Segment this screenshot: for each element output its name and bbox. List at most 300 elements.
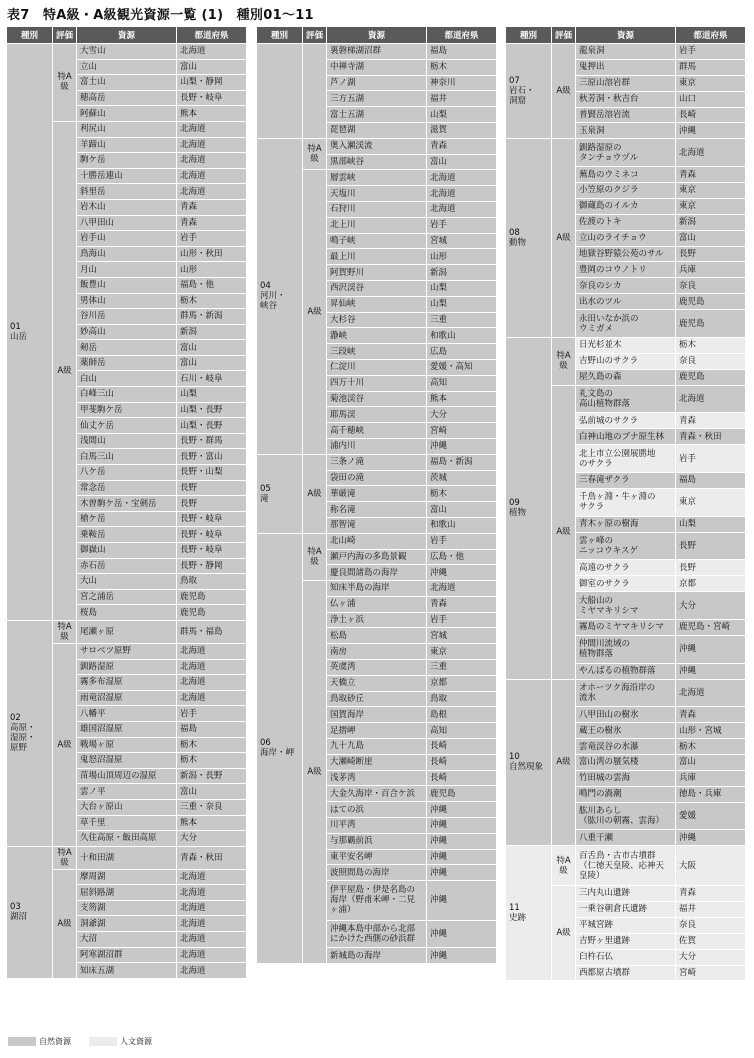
table-row (257, 138, 497, 154)
category-cell: 07 岩石・ 洞窟 (506, 44, 552, 139)
prefecture-name: 三重 (427, 660, 497, 676)
resource-name: 浄土ヶ浜 (327, 612, 427, 628)
resource-name: 昇仙峡 (327, 296, 427, 312)
prefecture-name: 高知 (427, 375, 497, 391)
table-row (506, 139, 746, 167)
prefecture-name: 北海道 (177, 963, 247, 979)
resource-name: 三方五湖 (327, 91, 427, 107)
resource-name: 日光杉並木 (576, 337, 676, 353)
legend-cultural: 人文資源 (89, 1036, 152, 1047)
resource-name: 甲斐駒ケ岳 (77, 402, 177, 418)
prefecture-name: 京都 (676, 576, 746, 592)
resource-name: 北上市立公園展勝地 のサクラ (576, 445, 676, 473)
resource-name: 四万十川 (327, 375, 427, 391)
resource-name: 岩手山 (77, 231, 177, 247)
grade-cell: A級 (552, 385, 576, 679)
table-header-row (7, 27, 247, 44)
resource-name: 新城島の海岸 (327, 948, 427, 964)
grade-cell: A級 (53, 869, 77, 978)
grade-cell: 特A級 (303, 533, 327, 580)
resource-name: 弘前城のサクラ (576, 413, 676, 429)
prefecture-name: 北海道 (427, 170, 497, 186)
resource-name: 浅茅湾 (327, 770, 427, 786)
resource-name: やんばるの植物群落 (576, 663, 676, 679)
prefecture-name: 山口 (676, 91, 746, 107)
resource-table (6, 26, 247, 979)
resource-name: 阿賀野川 (327, 265, 427, 281)
prefecture-name: 東京 (676, 75, 746, 91)
category-cell: 01 山岳 (7, 44, 53, 621)
category-cell (257, 44, 303, 139)
prefecture-name: 富山 (676, 230, 746, 246)
resource-name: 白神山地のブナ原生林 (576, 429, 676, 445)
prefecture-name: 高知 (427, 723, 497, 739)
prefecture-name: 福井 (676, 901, 746, 917)
prefecture-name: 奈良 (676, 353, 746, 369)
prefecture-name: 長崎 (427, 770, 497, 786)
prefecture-name: 大分 (427, 407, 497, 423)
prefecture-name: 山形・秋田 (177, 246, 247, 262)
resource-name: 臼杵石仏 (576, 949, 676, 965)
resource-name: 月山 (77, 262, 177, 278)
prefecture-name: 愛媛・高知 (427, 359, 497, 375)
category-cell: 05 滝 (257, 454, 303, 533)
resource-name: 赤石岳 (77, 558, 177, 574)
prefecture-name: 茨城 (427, 470, 497, 486)
resource-name: 吉野ヶ里遺跡 (576, 933, 676, 949)
resource-name: 与那覇前浜 (327, 833, 427, 849)
prefecture-name: 福井 (427, 91, 497, 107)
grade-cell: A級 (303, 454, 327, 533)
resource-name: 芦ノ湖 (327, 75, 427, 91)
prefecture-name: 北海道 (177, 184, 247, 200)
resource-table (256, 26, 497, 964)
prefecture-name: 山形 (177, 262, 247, 278)
resource-name: 天橋立 (327, 675, 427, 691)
resource-name: 豊岡のコウノトリ (576, 262, 676, 278)
resource-name: 釧路湿原 (77, 659, 177, 675)
category-cell: 04 河川・ 峡谷 (257, 138, 303, 454)
prefecture-name: 北海道 (177, 947, 247, 963)
grade-cell: A級 (53, 643, 77, 846)
header-resource: 資源 (576, 27, 676, 44)
header-resource: 資源 (327, 27, 427, 44)
prefecture-name: 青森 (177, 215, 247, 231)
resource-name: 鳥取砂丘 (327, 691, 427, 707)
resource-name: 駒ケ岳 (77, 153, 177, 169)
resource-name: 槍ケ岳 (77, 511, 177, 527)
grade-cell: A級 (303, 581, 327, 964)
resource-name: 耶馬渓 (327, 407, 427, 423)
resource-name: 国賀海岸 (327, 707, 427, 723)
prefecture-name: 奈良 (676, 917, 746, 933)
resource-name: 英虞湾 (327, 660, 427, 676)
prefecture-name: 北海道 (427, 201, 497, 217)
resource-name: 川平湾 (327, 818, 427, 834)
prefecture-name: 新潟 (177, 324, 247, 340)
resource-name: 摩周湖 (77, 869, 177, 885)
grade-cell (303, 44, 327, 139)
resource-name: 出水のツル (576, 294, 676, 310)
page-title: 表7 特A級・A級観光資源一覧 (1) 種別01～11 (7, 8, 314, 23)
prefecture-name: 沖縄 (676, 830, 746, 846)
prefecture-name: 群馬 (676, 59, 746, 75)
prefecture-name: 東京 (427, 644, 497, 660)
prefecture-name: 鹿児島 (676, 369, 746, 385)
resource-name: 伊平屋島・伊是名島の海岸（野甫米岬・二見ヶ浦） (327, 881, 427, 920)
prefecture-name: 鹿児島 (427, 786, 497, 802)
prefecture-name: 鹿児島 (676, 310, 746, 338)
resource-name: 苗場山頂周辺の湿原 (77, 768, 177, 784)
prefecture-name: 沖縄 (676, 635, 746, 663)
prefecture-name: 沖縄 (427, 920, 497, 948)
resource-name: 阿蘇山 (77, 106, 177, 122)
prefecture-name: 富山 (177, 340, 247, 356)
prefecture-name: 青森 (676, 167, 746, 183)
prefecture-name: 鹿児島・宮崎 (676, 619, 746, 635)
resource-name: 浅間山 (77, 433, 177, 449)
resource-name: 富山湾の蜃気楼 (576, 755, 676, 771)
resource-name: 地獄谷野猿公苑のサル (576, 246, 676, 262)
prefecture-name: 青森 (676, 707, 746, 723)
prefecture-name: 沖縄 (427, 865, 497, 881)
header-resource: 資源 (77, 27, 177, 44)
prefecture-name: 愛媛 (676, 802, 746, 830)
resource-name: 乗鞍岳 (77, 527, 177, 543)
table-column-3 (505, 26, 745, 981)
prefecture-name: 北海道 (676, 385, 746, 413)
prefecture-name: 岩手 (177, 706, 247, 722)
resource-name: 御嶽山 (77, 543, 177, 559)
table-row (506, 337, 746, 353)
prefecture-name: 岩手 (676, 445, 746, 473)
table-header-row (257, 27, 497, 44)
prefecture-name: 青森・秋田 (676, 429, 746, 445)
resource-name: 三春滝ザクラ (576, 473, 676, 489)
table-row (506, 846, 746, 886)
prefecture-name: 宮崎 (676, 965, 746, 981)
prefecture-name: 兵庫 (676, 770, 746, 786)
prefecture-name: 北海道 (676, 679, 746, 707)
prefecture-name: 栃木 (427, 59, 497, 75)
grade-cell: A級 (552, 886, 576, 981)
resource-name: 屋久島の森 (576, 369, 676, 385)
resource-name: 富士山 (77, 75, 177, 91)
grade-cell: 特A級 (53, 44, 77, 122)
resource-name: 釧路湿原の タンチョウヅル (576, 139, 676, 167)
prefecture-name: 沖縄 (427, 818, 497, 834)
prefecture-name: 岩手 (427, 217, 497, 233)
prefecture-name: 栃木 (676, 739, 746, 755)
table-row (257, 44, 497, 60)
resource-name: 大船山の ミヤマキリシマ (576, 592, 676, 620)
resource-name: はての浜 (327, 802, 427, 818)
prefecture-name: 長野・岐阜 (177, 90, 247, 106)
table-row (7, 846, 247, 869)
prefecture-name: 三重・奈良 (177, 799, 247, 815)
header-grade: 評価 (303, 27, 327, 44)
resource-name: 奥入瀬渓流 (327, 138, 427, 154)
resource-name: 大沼 (77, 932, 177, 948)
resource-name: 妙高山 (77, 324, 177, 340)
prefecture-name: 宮城 (427, 233, 497, 249)
resource-name: 鬼押出 (576, 59, 676, 75)
resource-name: 足摺岬 (327, 723, 427, 739)
prefecture-name: 佐賀 (676, 933, 746, 949)
resource-name: 御蔵島のイルカ (576, 198, 676, 214)
prefecture-name: 山形 (427, 249, 497, 265)
prefecture-name: 岩手 (427, 533, 497, 549)
prefecture-name: 山梨 (676, 516, 746, 532)
resource-name: 龍泉洞 (576, 44, 676, 60)
resource-name: 中禅寺湖 (327, 59, 427, 75)
grade-cell: A級 (552, 139, 576, 338)
resource-name: 石狩川 (327, 201, 427, 217)
prefecture-name: 沖縄 (427, 438, 497, 454)
prefecture-name: 北海道 (427, 186, 497, 202)
grade-cell: 特A級 (53, 846, 77, 869)
resource-name: 西都原古墳群 (576, 965, 676, 981)
prefecture-name: 山梨・長野 (177, 418, 247, 434)
resource-name: 大山 (77, 574, 177, 590)
prefecture-name: 長野・群馬 (177, 433, 247, 449)
legend-natural: 自然資源 (8, 1036, 71, 1047)
prefecture-name: 沖縄 (427, 881, 497, 920)
prefecture-name: 北海道 (676, 139, 746, 167)
resource-name: 阿寒湖沼群 (77, 947, 177, 963)
resource-name: 男体山 (77, 293, 177, 309)
prefecture-name: 長野・富山 (177, 449, 247, 465)
resource-name: 称名滝 (327, 502, 427, 518)
resource-name: 八ケ岳 (77, 465, 177, 481)
resource-name: 仁淀川 (327, 359, 427, 375)
grade-cell: 特A級 (552, 337, 576, 385)
prefecture-name: 山梨 (177, 387, 247, 403)
prefecture-name: 沖縄 (676, 123, 746, 139)
resource-name: 華厳滝 (327, 486, 427, 502)
resource-name: 洞爺湖 (77, 916, 177, 932)
resource-name: 富士五湖 (327, 107, 427, 123)
header-prefecture: 都道府県 (177, 27, 247, 44)
resource-name: 東平安名岬 (327, 849, 427, 865)
category-cell: 06 海岸・岬 (257, 533, 303, 963)
resource-name: 瀬戸内海の多島景観 (327, 549, 427, 565)
prefecture-name: 鹿児島 (676, 294, 746, 310)
prefecture-name: 富山 (177, 355, 247, 371)
resource-name: 宮之浦岳 (77, 589, 177, 605)
prefecture-name: 栃木 (177, 737, 247, 753)
prefecture-name: 富山 (676, 755, 746, 771)
resource-name: 千鳥ヶ淵・牛ヶ淵の サクラ (576, 488, 676, 516)
resource-name: 御室のサクラ (576, 576, 676, 592)
prefecture-name: 青森 (427, 138, 497, 154)
resource-name: 菊池渓谷 (327, 391, 427, 407)
category-cell: 11 史跡 (506, 846, 552, 981)
prefecture-name: 大分 (177, 831, 247, 847)
resource-name: 八幡平 (77, 706, 177, 722)
resource-name: 岩木山 (77, 199, 177, 215)
prefecture-name: 福島 (177, 721, 247, 737)
prefecture-name: 鹿児島 (177, 589, 247, 605)
prefecture-name: 沖縄 (427, 849, 497, 865)
grade-cell: A級 (552, 44, 576, 139)
prefecture-name: 長野・岐阜 (177, 527, 247, 543)
resource-name: 琵琶湖 (327, 122, 427, 138)
prefecture-name: 滋賀 (427, 122, 497, 138)
table-column-2 (256, 26, 496, 964)
resource-name: 斜里岳 (77, 184, 177, 200)
resource-name: 奈良のシカ (576, 278, 676, 294)
resource-name: 谷川岳 (77, 309, 177, 325)
header-type: 種別 (506, 27, 552, 44)
prefecture-name: 長野 (676, 246, 746, 262)
table-column-1 (6, 26, 246, 979)
prefecture-name: 福島 (427, 44, 497, 60)
resource-name: 八重干瀬 (576, 830, 676, 846)
prefecture-name: 青森 (676, 886, 746, 902)
header-prefecture: 都道府県 (427, 27, 497, 44)
resource-name: 那智滝 (327, 517, 427, 533)
prefecture-name: 北海道 (177, 121, 247, 137)
prefecture-name: 山梨 (427, 280, 497, 296)
resource-name: 吉野山のサクラ (576, 353, 676, 369)
prefecture-name: 宮崎 (427, 423, 497, 439)
prefecture-name: 長野・岐阜 (177, 511, 247, 527)
prefecture-name: 山梨 (427, 107, 497, 123)
prefecture-name: 長野 (177, 496, 247, 512)
prefecture-name: 長崎 (427, 739, 497, 755)
prefecture-name: 青森 (676, 413, 746, 429)
resource-name: 三段峡 (327, 344, 427, 360)
prefecture-name: 山形・宮城 (676, 723, 746, 739)
prefecture-name: 兵庫 (676, 262, 746, 278)
prefecture-name: 大阪 (676, 846, 746, 886)
resource-name: 大瀬崎断崖 (327, 754, 427, 770)
resource-name: 礼文島の 高山植物群落 (576, 385, 676, 413)
category-cell: 10 自然現象 (506, 679, 552, 846)
prefecture-name: 奈良 (676, 278, 746, 294)
resource-name: 瀞峡 (327, 328, 427, 344)
resource-name: 佐渡のトキ (576, 214, 676, 230)
prefecture-name: 北海道 (177, 900, 247, 916)
resource-name: 霧多布湿原 (77, 675, 177, 691)
resource-name: 南房 (327, 644, 427, 660)
grade-cell: A級 (552, 679, 576, 846)
prefecture-name: 福島・新潟 (427, 454, 497, 470)
prefecture-name: 北海道 (177, 643, 247, 659)
prefecture-name: 徳島・兵庫 (676, 786, 746, 802)
prefecture-name: 沖縄 (427, 948, 497, 964)
resource-name: 三原山溶岩群 (576, 75, 676, 91)
prefecture-name: 東京 (676, 198, 746, 214)
prefecture-name: 島根 (427, 707, 497, 723)
prefecture-name: 長野・山梨 (177, 465, 247, 481)
prefecture-name: 宮城 (427, 628, 497, 644)
prefecture-name: 熊本 (177, 815, 247, 831)
resource-name: 一乗谷朝倉氏遺跡 (576, 901, 676, 917)
resource-name: 天塩川 (327, 186, 427, 202)
prefecture-name: 富山 (177, 59, 247, 75)
resource-name: 穂高岳 (77, 90, 177, 106)
resource-name: 薬師岳 (77, 355, 177, 371)
resource-name: 仙丈ケ岳 (77, 418, 177, 434)
prefecture-name: 長野・静岡 (177, 558, 247, 574)
grade-cell: 特A級 (303, 138, 327, 170)
prefecture-name: 山梨・長野 (177, 402, 247, 418)
resource-table (505, 26, 746, 981)
resource-name: オホーツク海沿岸の 流氷 (576, 679, 676, 707)
prefecture-name: 広島 (427, 344, 497, 360)
prefecture-name: 富山 (427, 154, 497, 170)
grade-cell: A級 (53, 121, 77, 620)
resource-name: 蕪島のウミネコ (576, 167, 676, 183)
resource-name: 木曽駒ケ岳・宝剣岳 (77, 496, 177, 512)
prefecture-name: 山梨・静岡 (177, 75, 247, 91)
resource-name: 十勝岳連山 (77, 168, 177, 184)
resource-name: 北山崎 (327, 533, 427, 549)
resource-name: 雲ノ平 (77, 784, 177, 800)
prefecture-name: 三重 (427, 312, 497, 328)
prefecture-name: 鳥取 (427, 691, 497, 707)
prefecture-name: 福島 (676, 473, 746, 489)
header-type: 種別 (257, 27, 303, 44)
category-cell: 09 植物 (506, 337, 552, 679)
prefecture-name: 北海道 (177, 168, 247, 184)
resource-name: 慶良間諸島の海岸 (327, 565, 427, 581)
resource-name: 袋田の滝 (327, 470, 427, 486)
resource-name: 永田いなか浜の ウミガメ (576, 310, 676, 338)
resource-name: 層雲峡 (327, 170, 427, 186)
resource-name: 雨竜沼湿原 (77, 690, 177, 706)
header-grade: 評価 (53, 27, 77, 44)
resource-name: 黒部峡谷 (327, 154, 427, 170)
header-type: 種別 (7, 27, 53, 44)
header-grade: 評価 (552, 27, 576, 44)
prefecture-name: 岩手 (427, 612, 497, 628)
resource-name: 大杉谷 (327, 312, 427, 328)
prefecture-name: 栃木 (177, 293, 247, 309)
prefecture-name: 長野 (177, 480, 247, 496)
resource-name: 八甲田山 (77, 215, 177, 231)
resource-name: 鳴子峡 (327, 233, 427, 249)
table-row (7, 44, 247, 60)
grade-cell: 特A級 (552, 846, 576, 886)
resource-name: 利尻山 (77, 121, 177, 137)
resource-name: 肱川あらし （肱川の朝霧、雲海） (576, 802, 676, 830)
resource-name: 玉泉洞 (576, 123, 676, 139)
prefecture-name: 新潟・長野 (177, 768, 247, 784)
prefecture-name: 鹿児島 (177, 605, 247, 621)
prefecture-name: 北海道 (177, 44, 247, 60)
category-cell: 03 湖沼 (7, 846, 53, 978)
prefecture-name: 北海道 (177, 153, 247, 169)
prefecture-name: 東京 (676, 488, 746, 516)
prefecture-name: 熊本 (427, 391, 497, 407)
resource-name: 平城宮跡 (576, 917, 676, 933)
prefecture-name: 北海道 (177, 690, 247, 706)
prefecture-name: 北海道 (427, 581, 497, 597)
prefecture-name: 大分 (676, 949, 746, 965)
prefecture-name: 長野・岐阜 (177, 543, 247, 559)
resource-name: 仲間川流域の 植物群落 (576, 635, 676, 663)
prefecture-name: 大分 (676, 592, 746, 620)
resource-name: 白馬三山 (77, 449, 177, 465)
prefecture-name: 京都 (427, 675, 497, 691)
prefecture-name: 沖縄 (427, 833, 497, 849)
resource-name: 桜島 (77, 605, 177, 621)
prefecture-name: 山梨 (427, 296, 497, 312)
resource-name: 羊蹄山 (77, 137, 177, 153)
